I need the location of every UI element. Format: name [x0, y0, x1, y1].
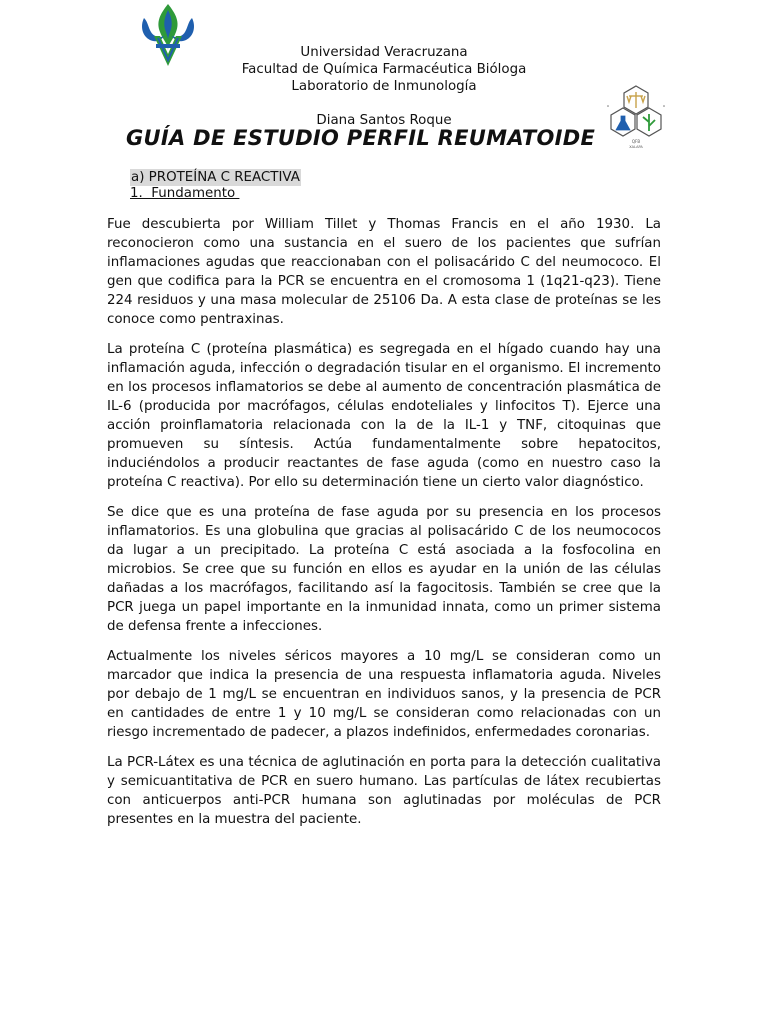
paragraph: La proteína C (proteína plasmática) es segregada en el hígado cuando hay una inflamación aguda, infección o degradación tisular en el organismo. El incremento en los procesos inflamatorios se debe al aumento de concentración plasmática de IL-6 (producida por macrófagos, células endoteliales y linfocitos T). Ejerce una acción proinflamatoria relacionada con la de la IL-1 y TNF, citoquinas que promueven su síntesis. Actúa fundamentalmente sobre hepatocitos, induciéndolos a producir reactantes de fase aguda (como en nuestro caso la proteína C reactiva). Por ello su determinación tiene un cierto valor diagnóstico. — [107, 342, 661, 490]
paragraph: Fue descubierta por William Tillet y Thomas Francis en el año 1930. La reconocieron como una sustancia en el suero de los pacientes que sufrían inflamaciones agudas que reaccionaban con el polisacárido C del neumococo. El gen que codifica para la PCR se encuentra en el cromosoma 1 (1q21-q23). Tiene 224 residuos y una masa molecular de 25106 Da. A esta clase de proteínas se les conoce como pentraxinas. — [107, 217, 661, 327]
subsection-heading: 1. Fundamento — [130, 186, 240, 201]
paragraph: La PCR-Látex es una técnica de aglutinación en porta para la detección cualitativa y semicuantitativa de PCR en suero humano. Las partículas de látex recubiertas con anticuerpos anti-PCR humana son aglutinadas por moléculas de PCR presentes en la muestra del paciente. — [107, 755, 661, 827]
flor-de-lis-logo-icon — [138, 0, 198, 72]
faculty-name: Facultad de Química Farmacéutica Bióloga — [241, 62, 527, 77]
institution-header — [200, 44, 568, 95]
paragraph: Actualmente los niveles séricos mayores a 10 mg/L se consideran como un marcador que indica la presencia de una respuesta inflamatoria aguda. Niveles por debajo de 1 mg/L se encuentran en individuos sanos, y la presencia de PCR en cantidades de entre 1 y 10 mg/L se consideran como relacionadas con un riesgo incrementado de padecer, a plazos indefinidos, enfermedades coronarias. — [107, 649, 661, 740]
university-name: Universidad Veracruzana — [300, 45, 468, 60]
section-heading: a) PROTEÍNA C REACTIVA — [131, 170, 300, 185]
paragraph: Se dice que es una proteína de fase aguda por su presencia en los procesos inflamatorios. Es una globulina que gracias al polisacárido C de los neumococos da lugar a un precipitado. La proteína C está asociada a la fosfocolina en microbios. Se cree que su función en ellos es ayudar en la unión de las células dañadas a los macrófagos, facilitando así la fagocitosis. También se cree que la PCR juega un papel importante en la inmunidad innata, como un primer sistema de defensa frente a infecciones. — [107, 505, 661, 634]
hexagon-chemistry-emblem-icon — [605, 84, 667, 152]
qfb-logo-text: QFB — [631, 139, 641, 144]
svg-text:XALAPA: XALAPA — [629, 145, 643, 149]
lab-name: Laboratorio de Inmunología — [291, 79, 477, 94]
author-name: Diana Santos Roque — [316, 113, 452, 128]
body-text — [107, 215, 661, 840]
document-title: GUÍA DE ESTUDIO PERFIL REUMATOIDE — [126, 126, 596, 150]
